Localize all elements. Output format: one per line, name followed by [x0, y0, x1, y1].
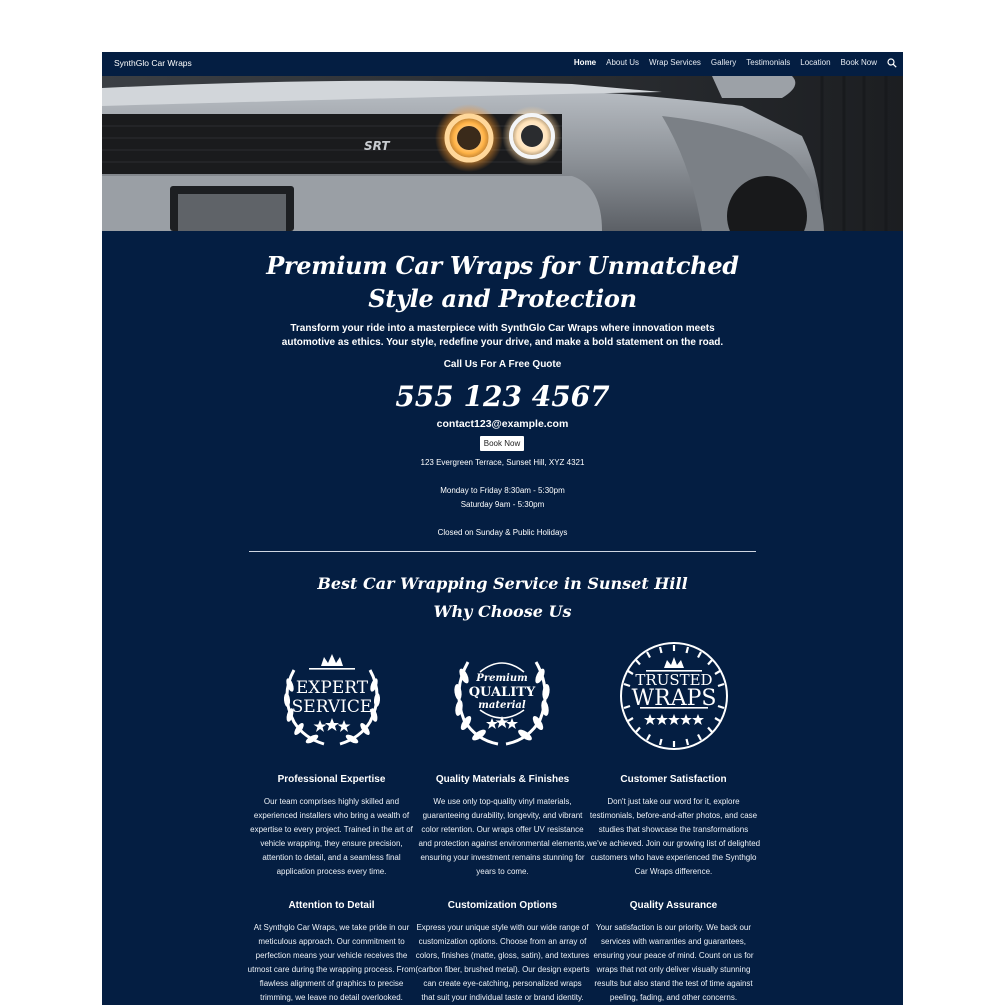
feature-line: application process every time.	[276, 867, 387, 876]
premium-quality-badge-icon	[444, 640, 560, 752]
feature-line: that suit your individual taste or brand identity.	[421, 993, 584, 1002]
feature-line: (carbon fiber, brushed metal). Our design experts	[415, 965, 590, 974]
feature-line: wraps that not only deliver visually stunning	[596, 965, 751, 974]
feature-line: At Synthglo Car Wraps, we take pride in our	[253, 923, 410, 932]
feature-line: attention to detail, and a seamless final	[262, 853, 401, 862]
feature-line: customization options. Choose from an array of	[418, 937, 587, 946]
feature-line: testimonials, before-and-after photos, and case	[589, 811, 758, 820]
feature-line: We use only top-quality vinyl materials,	[433, 797, 572, 806]
section-subtitle: Best Car Wrapping Service in Sunset Hill	[317, 574, 688, 593]
trusted-badge-line2: WRAPS	[631, 686, 717, 711]
feature-text-professional-expertise	[244, 795, 419, 879]
feature-text-attention-to-detail	[244, 921, 419, 1005]
headline-line1: Premium Car Wraps for Unmatched	[266, 251, 739, 280]
nav-link-wrap-services[interactable]: Wrap Services	[649, 58, 701, 67]
feature-line: guaranteeing durability, longevity, and vibrant	[422, 811, 583, 820]
feature-line: flawless alignment of graphics to precise	[259, 979, 404, 988]
expert-badge-line1: EXPERT	[295, 678, 369, 698]
nav-link-gallery[interactable]: Gallery	[710, 58, 737, 67]
page-frame	[102, 52, 903, 1005]
nav-link-location[interactable]: Location	[800, 58, 831, 67]
feature-line: vehicle wrapping, they ensure precision,	[260, 839, 403, 848]
feature-line: meticulous approach. Our commitment to	[258, 937, 405, 946]
call-to-action: Call Us For A Free Quote	[443, 359, 562, 370]
hero-image	[102, 76, 903, 231]
feature-line: we've achieved. Join our growing list of delighted	[586, 839, 761, 848]
section-divider	[249, 551, 756, 552]
intro-text	[102, 322, 903, 350]
feature-text-customer-satisfaction	[586, 795, 761, 879]
feature-title-customer-satisfaction: Customer Satisfaction	[620, 774, 727, 785]
feature-line: Car Wraps difference.	[634, 867, 713, 876]
hours-weekday: Monday to Friday 8:30am - 5:30pm	[440, 486, 565, 495]
feature-text-quality-materials	[415, 795, 590, 879]
expert-service-badge-icon	[274, 640, 390, 752]
intro-line2: automotive as ethics. Your style, redefine your drive, and make a bold statement on the road.	[281, 337, 724, 348]
feature-line: ensuring your investment remains stunning for	[420, 853, 585, 862]
phone-number[interactable]: 555 123 4567	[395, 380, 610, 413]
feature-line: customers who have experienced the Synthglo	[590, 853, 757, 862]
feature-line: results but also stand the test of time against	[594, 979, 753, 988]
feature-line: services with warranties and guarantees,	[601, 937, 746, 946]
feature-title-quality-materials: Quality Materials & Finishes	[435, 774, 570, 785]
feature-line: studies that showcase the transformations	[598, 825, 749, 834]
why-choose-us-heading: Why Choose Us	[433, 602, 572, 621]
feature-line: years to come.	[476, 867, 529, 876]
headline-line2: Style and Protection	[368, 284, 637, 313]
trusted-badge-line1: TRUSTED	[635, 671, 713, 689]
search-icon[interactable]	[887, 58, 897, 68]
site-brand[interactable]: SynthGlo Car Wraps	[114, 58, 192, 68]
nav-links	[574, 58, 877, 67]
feature-line: perfection means your vehicle receives the	[255, 951, 408, 960]
email-link[interactable]: contact123@example.com	[436, 418, 569, 430]
trusted-wraps-badge-icon	[616, 640, 732, 752]
feature-line: utmost care during the wrapping process. From	[247, 965, 416, 974]
hours-saturday: Saturday 9am - 5:30pm	[460, 500, 545, 509]
feature-line: color retention. Our wraps offer UV resistance	[421, 825, 584, 834]
intro-line1: Transform your ride into a masterpiece with SynthGlo Car Wraps where innovation meets	[290, 323, 715, 334]
feature-line: and protection against environmental elements,	[418, 839, 587, 848]
feature-line: expertise to every project. Trained in the art of	[250, 825, 413, 834]
nav-link-home[interactable]: Home	[573, 58, 597, 67]
expert-badge-line2: SERVICE	[291, 697, 373, 717]
feature-title-customization-options: Customization Options	[447, 900, 558, 911]
nav-link-book-now[interactable]: Book Now	[840, 58, 877, 67]
feature-line: trimming, we leave no detail overlooked.	[260, 993, 403, 1002]
main-headline	[102, 249, 903, 315]
feature-line: Your satisfaction is our priority. We back our	[595, 923, 752, 932]
feature-title-attention-to-detail: Attention to Detail	[288, 900, 375, 911]
premium-badge-line3: material	[478, 700, 526, 711]
feature-text-quality-assurance	[586, 921, 761, 1005]
nav-link-testimonials[interactable]: Testimonials	[746, 58, 791, 67]
premium-badge-line2: QUALITY	[468, 685, 536, 700]
feature-line: can create eye-catching, personalized wraps	[423, 979, 582, 988]
feature-title-professional-expertise: Professional Expertise	[277, 774, 386, 785]
feature-line: Our team comprises highly skilled and	[263, 797, 400, 806]
top-navbar	[102, 52, 903, 76]
closed-notice: Closed on Sunday & Public Holidays	[437, 528, 568, 537]
feature-line: peeling, fading, and other concerns.	[609, 993, 738, 1002]
feature-line: Express your unique style with our wide range of	[416, 923, 589, 932]
book-now-button[interactable]: Book Now	[480, 436, 524, 451]
feature-line: Don't just take our word for it, explore	[607, 797, 740, 806]
feature-title-quality-assurance: Quality Assurance	[629, 900, 718, 911]
svg-text:SRT: SRT	[364, 139, 390, 153]
address: 123 Evergreen Terrace, Sunset Hill, XYZ 4321	[420, 458, 585, 467]
premium-badge-line1: Premium	[476, 673, 528, 684]
feature-line: ensuring your peace of mind. Count on us for	[593, 951, 754, 960]
feature-line: colors, finishes (matte, gloss, satin), and textures	[415, 951, 590, 960]
feature-text-customization-options	[415, 921, 590, 1005]
nav-link-about-us[interactable]: About Us	[606, 58, 640, 67]
feature-line: experienced installers who bring a wealth of	[253, 811, 410, 820]
